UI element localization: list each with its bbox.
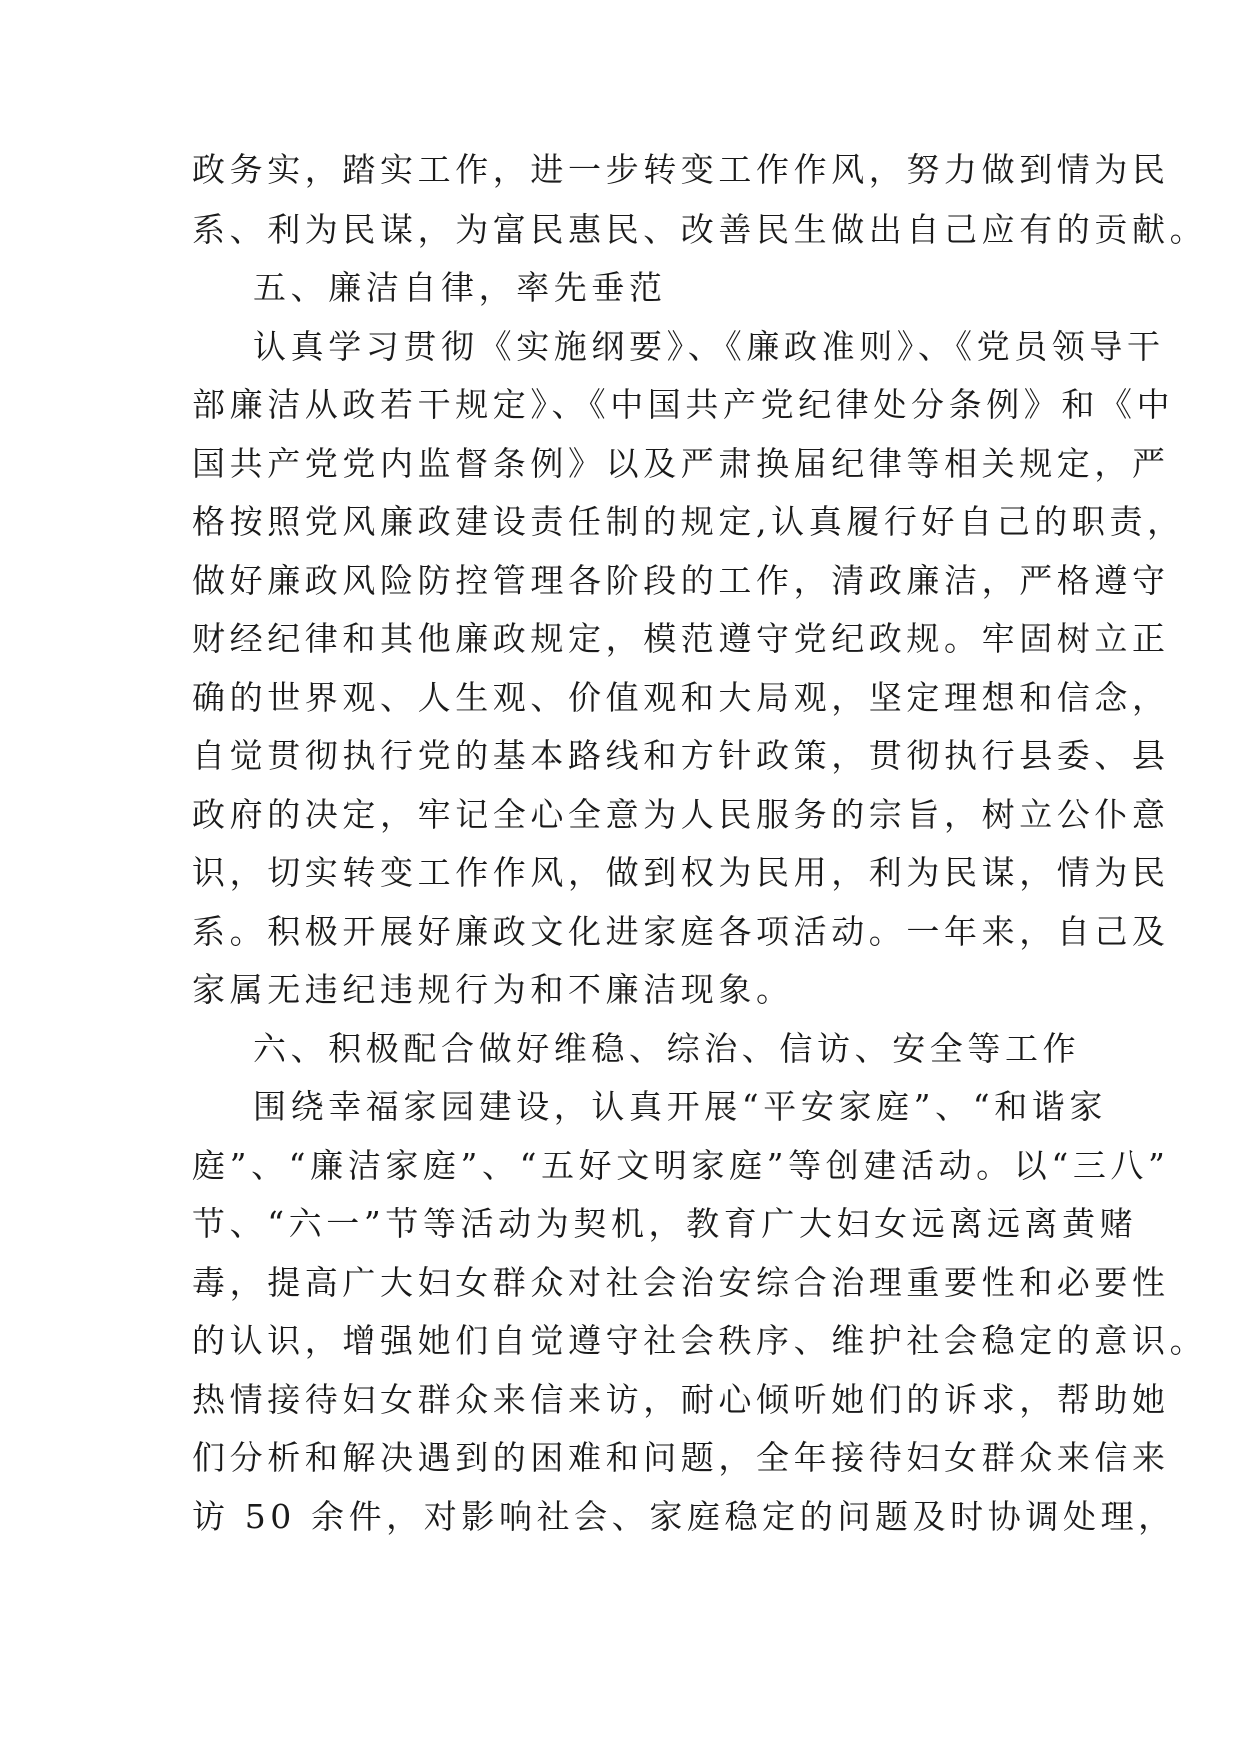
text-line: 认真学习贯彻《实施纲要》、《廉政准则》、《党员领导干	[253, 327, 1165, 366]
text-line: 节、“六一”节等活动为契机，教育广大妇女远离远离黄赌	[192, 1204, 1138, 1243]
text-line: 政府的决定，牢记全心全意为人民服务的宗旨，树立公仆意	[192, 795, 1170, 834]
text-line: 系、利为民谋，为富民惠民、改善民生做出自己应有的贡献。	[192, 210, 1208, 249]
text-line: 围绕幸福家园建设，认真开展“平安家庭”、“和谐家	[253, 1087, 1108, 1126]
text-line: 国共产党党内监督条例》以及严肃换届纪律等相关规定，严	[192, 444, 1170, 483]
text-line: 访 50 余件，对影响社会、家庭稳定的问题及时协调处理，	[192, 1497, 1176, 1536]
text-line: 政务实，踏实工作，进一步转变工作作风，努力做到情为民	[192, 150, 1170, 189]
text-line: 家属无违纪违规行为和不廉洁现象。	[192, 970, 794, 1009]
text-line: 们分析和解决遇到的困难和问题，全年接待妇女群众来信来	[192, 1438, 1170, 1477]
text-line: 财经纪律和其他廉政规定，模范遵守党纪政规。牢固树立正	[192, 619, 1170, 658]
section-heading: 五、廉洁自律，率先垂范	[253, 268, 667, 307]
text-line: 格按照党风廉政建设责任制的规定,认真履行好自己的职责，	[192, 502, 1185, 541]
text-line: 做好廉政风险防控管理各阶段的工作，清政廉洁，严格遵守	[192, 561, 1170, 600]
text-line: 确的世界观、人生观、价值观和大局观，坚定理想和信念，	[192, 678, 1170, 717]
text-line: 识，切实转变工作作风，做到权为民用，利为民谋，情为民	[192, 853, 1170, 892]
text-line: 庭”、“廉洁家庭”、“五好文明家庭”等创建活动。以“三八”	[192, 1146, 1170, 1185]
text-line: 热情接待妇女群众来信来访，耐心倾听她们的诉求，帮助她	[192, 1380, 1170, 1419]
text-line: 的认识，增强她们自觉遵守社会秩序、维护社会稳定的意识。	[192, 1321, 1208, 1360]
section-heading: 六、积极配合做好维稳、综治、信访、安全等工作	[253, 1029, 1081, 1068]
text-line: 系。积极开展好廉政文化进家庭各项活动。一年来，自己及	[192, 912, 1170, 951]
text-line: 部廉洁从政若干规定》、《中国共产党纪律处分条例》和《中	[192, 385, 1175, 424]
text-line: 自觉贯彻执行党的基本路线和方针政策，贯彻执行县委、县	[192, 736, 1170, 775]
text-line: 毒，提高广大妇女群众对社会治安综合治理重要性和必要性	[192, 1263, 1170, 1302]
